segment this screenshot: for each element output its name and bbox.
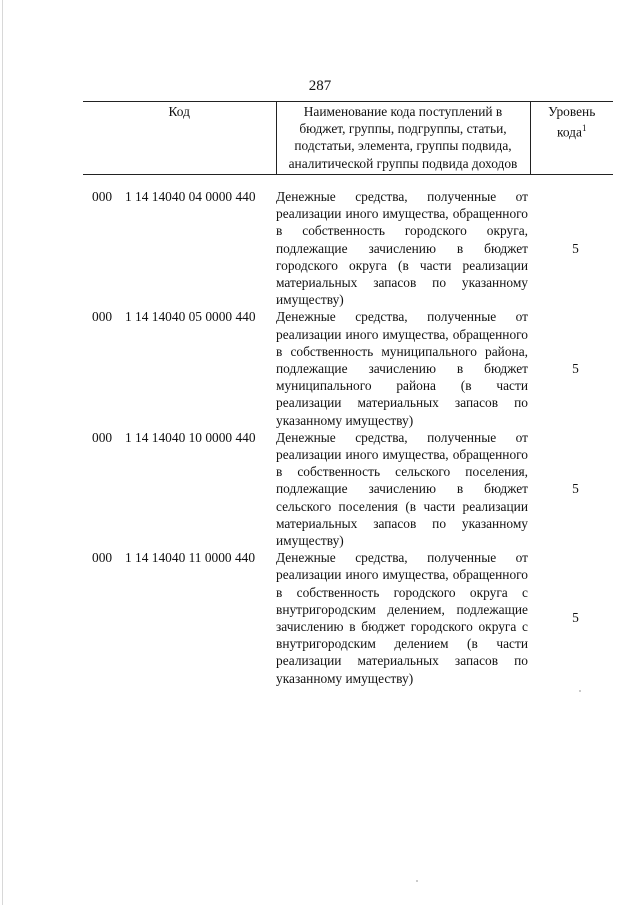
table-row bbox=[83, 308, 613, 428]
header-level bbox=[530, 102, 613, 175]
income-code: 1 14 14040 04 0000 440 bbox=[125, 189, 256, 204]
code-level: 5 bbox=[572, 481, 579, 497]
scan-edge bbox=[2, 0, 3, 905]
admin-code: 000 bbox=[92, 429, 113, 445]
admin-code: 000 bbox=[92, 550, 113, 566]
table-row bbox=[83, 549, 613, 687]
income-code: 1 14 14040 05 0000 440 bbox=[125, 309, 256, 325]
admin-code: 000 bbox=[92, 309, 113, 325]
table-row bbox=[83, 188, 613, 308]
header-level-footnote: 1 bbox=[581, 123, 587, 134]
header-level-label: Уровень кода bbox=[548, 104, 596, 140]
header-name: Наименование кода поступлений в бюджет, группы, подгруппы, статьи, подстатьи, элемента, группы подвида, аналитической группы подвида доходов bbox=[276, 102, 530, 175]
income-code: 1 14 14040 11 0000 440 bbox=[125, 550, 256, 566]
income-code: 1 14 14040 10 0000 440 bbox=[125, 429, 256, 445]
income-name: Денежные средства, полученные от реализации иного имущества, обращенного в собственность сельского поселения, подлежащие зачислению в бюджет сельского поселения (в части реализации материальных запасов по указанному имуществу) bbox=[276, 429, 528, 549]
code-level: 5 bbox=[572, 361, 579, 377]
header-code: Код bbox=[83, 102, 276, 175]
scan-speck bbox=[579, 690, 581, 692]
income-name: Денежные средства, полученные от реализации иного имущества, обращенного в собственность муниципального района, подлежащие зачислению в бюджет муниципального района (в части реализации материальных запасов по указанному имуществу) bbox=[276, 309, 528, 428]
table-row bbox=[83, 429, 613, 549]
income-name: Денежные средства, полученные от реализации иного имущества, обращенного в собственность городского округа с внутригородским делением, подлежащие зачислению в бюджет городского округа с внутригородским делением (в части реализации материальных запасов по указанному имуществу) bbox=[276, 550, 528, 686]
scan-speck bbox=[416, 880, 418, 882]
code-level: 5 bbox=[572, 610, 579, 626]
code-level: 5 bbox=[572, 240, 579, 256]
admin-code: 000 bbox=[92, 189, 113, 204]
income-name: Денежные средства, полученные от реализации иного имущества, обращенного в собственность городского округа, подлежащие зачислению в бюджет городского округа (в части реализации материальных запасов по указанному имуществу) bbox=[276, 189, 528, 308]
table-header bbox=[83, 101, 613, 175]
code-table-body bbox=[83, 188, 613, 687]
page-number: 287 bbox=[308, 78, 332, 94]
